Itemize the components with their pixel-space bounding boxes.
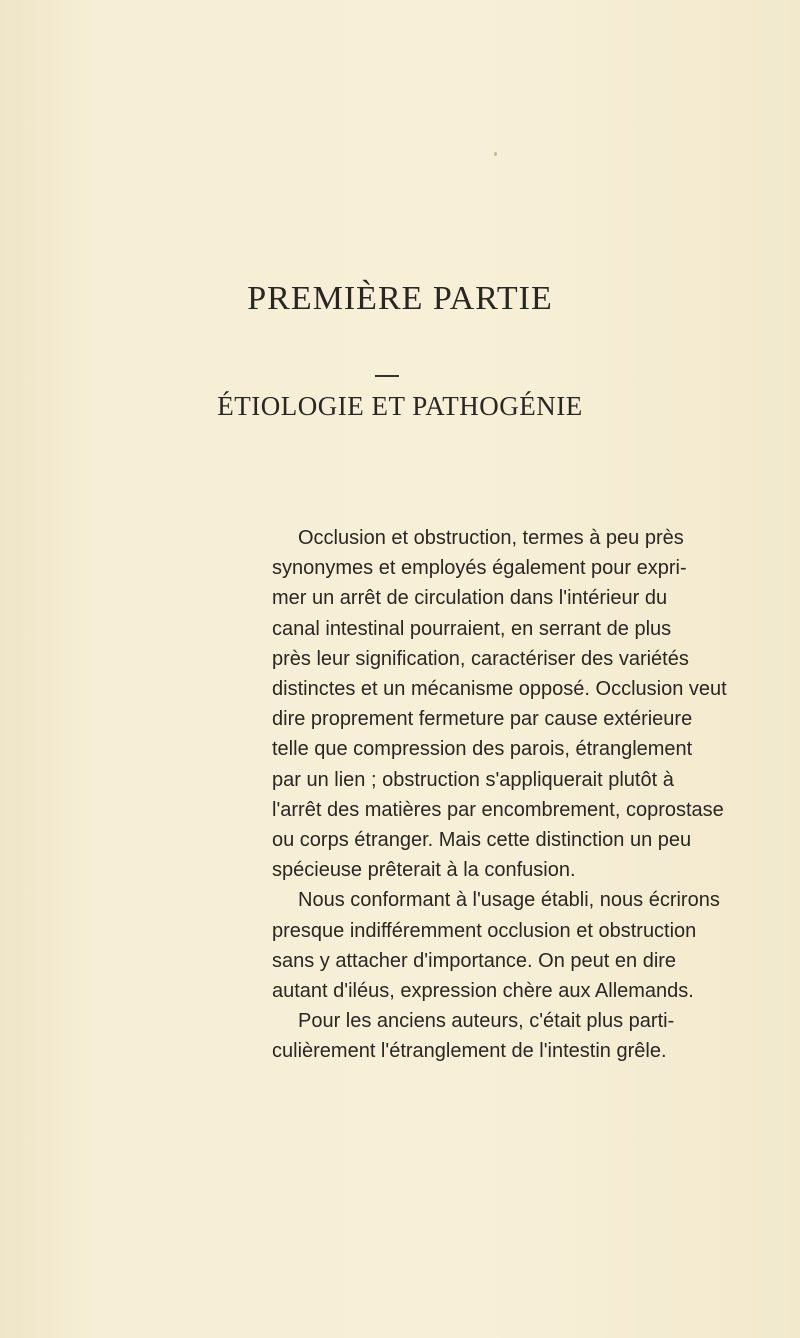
text-line: l'arrêt des matières par encombrement, coprostase — [272, 798, 724, 821]
text-line: culièrement l'étranglement de l'intestin grêle. — [272, 1040, 667, 1063]
text-line: ou corps étranger. Mais cette distinction un peu — [272, 829, 692, 852]
text-line: telle que compression des parois, étranglement — [272, 738, 693, 761]
text-line: canal intestinal pourraient, en serrant de plus — [272, 617, 672, 640]
title-divider — [375, 375, 399, 377]
text-line: mer un arrêt de circulation dans l'intérieur du — [272, 587, 668, 610]
paper-speck — [494, 152, 497, 156]
text-line: Nous conformant à l'usage établi, nous écrirons — [298, 889, 720, 912]
body-paragraph — [272, 523, 727, 1067]
text-line: autant d'iléus, expression chère aux Allemands. — [272, 980, 694, 1003]
text-line: distinctes et un mécanisme opposé. Occlusion veut — [272, 678, 727, 701]
text-line: dire proprement fermeture par cause extérieure — [272, 708, 693, 731]
text-line: synonymes et employés également pour expri- — [272, 557, 687, 580]
section-title: ÉTIOLOGIE ET PATHOGÉNIE — [217, 391, 583, 421]
text-line: sans y attacher d'importance. On peut en dire — [272, 949, 677, 972]
part-title: PREMIÈRE PARTIE — [247, 280, 553, 317]
text-line: près leur signification, caractériser des variétés — [272, 647, 689, 670]
text-line: par un lien ; obstruction s'appliquerait plutôt à — [272, 768, 674, 791]
text-line: spécieuse prêterait à la confusion. — [272, 859, 576, 882]
text-line: presque indifféremment occlusion et obstruction — [272, 919, 697, 942]
text-line: Occlusion et obstruction, termes à peu près — [298, 527, 684, 549]
text-line: Pour les anciens auteurs, c'était plus parti- — [298, 1010, 675, 1033]
